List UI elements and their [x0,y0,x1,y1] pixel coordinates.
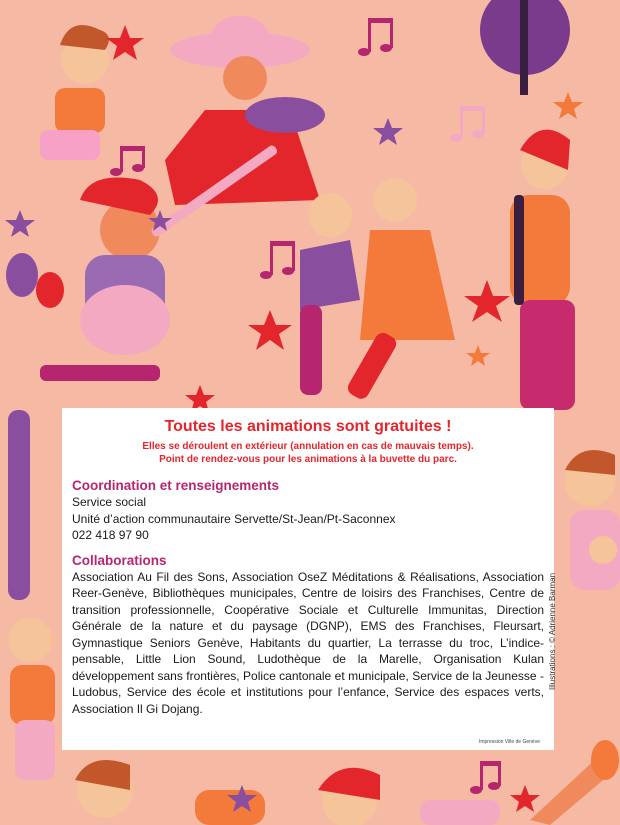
maracas-icon [6,253,64,308]
coordination-title: Coordination et renseignements [72,478,280,493]
music-note-icon [450,106,485,142]
coordination-line: Unité d’action communautaire Servette/St-Jean/Pt-Saconnex [72,511,396,526]
dancing-couple-illustration [300,178,455,402]
cello-illustration [480,0,570,95]
dancing-child-illustration [40,25,109,160]
headline: Toutes les animations sont gratuites ! [164,418,452,435]
meeting-point-notice: Point de rendez-vous pour les animations à la buvette du parc. [159,454,457,465]
coordination-line: Service social [72,495,147,509]
collaborations-list: Association Au Fil des Sons, Association OseZ Méditations & Réalisations, Association Reer-Genève, Bibliothèques municipales, Centre de loisirs des Franchises, Centre de transition professionnelle, Coopérative Sociale et Culturelle Immunitas, Direction Générale de la nature et du paysage (DGNP), EMS des Franchises, Fleursart, Gymnastique Seniors Genève, Habitants du quartier, La terrasse du troc, L’indice-pensable, Little Lion Sound, Ludothèque de la Marelle, Organisation Kulan développement sans frontières, Police cantonale et municipale, Service de la Jeunesse - Ludobus, Service des école et institutions pour l’enfance, Service des espaces verts, Association Il Gi Dojang. [72,569,544,716]
trumpet-icon [530,740,619,825]
child-right-illustration [564,450,620,590]
flute-illustration [8,410,30,600]
printer-credit: Impression Ville de Genève [478,739,540,745]
clarinet-player-illustration [510,130,575,410]
info-card [62,408,554,750]
phone-number: 022 418 97 90 [72,528,149,542]
bottom-characters-illustration [75,760,500,825]
violinist-illustration [165,16,325,205]
weather-notice: Elles se déroulent en extérieur (annulation en cas de mauvais temps). [142,441,474,452]
collaborations-title: Collaborations [72,552,167,568]
child-bottom-left-illustration [8,618,55,780]
illustration-credit: Illustrations : © Adrienne Barman [548,572,557,690]
